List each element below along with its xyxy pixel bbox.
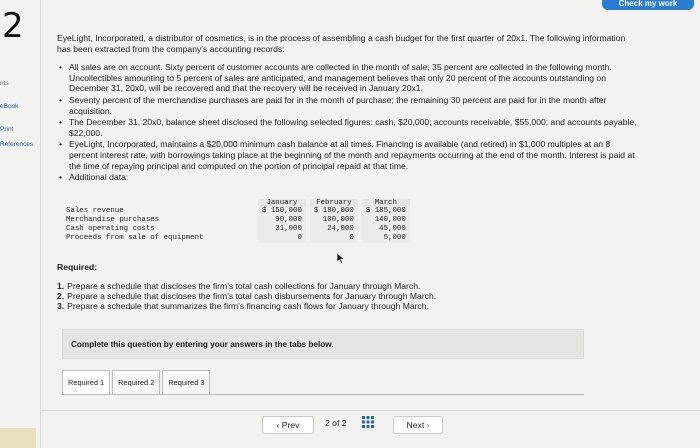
row-label: Sales revenue [66, 207, 124, 216]
bullet-item: • All sales are on account. Sixty percent of customer accounts are collected in the month of sale; 35 percent are collected in the following month. Uncollectibles amounting to 5 percent of sales are anticipated, and management believes that only 20 percent of the accounts outstanding on December 31, 20x0, will be recovered and that the recovery will be received in January 20x1. [69, 62, 637, 94]
page-total: 2 [341, 418, 347, 428]
additional-data-table [62, 199, 410, 243]
chevron-right-icon: › [426, 420, 430, 430]
tab-required-3[interactable]: Required 3 [162, 370, 210, 395]
instruction-banner: Complete this question by entering your answers in the tabs below. [62, 329, 584, 359]
cell-value: $ 150,000 [258, 207, 306, 216]
cell-value: 140,000 [362, 216, 410, 225]
next-label: Next [406, 420, 425, 430]
sidebar [0, 80, 40, 164]
sidebar-item-references[interactable]: References [0, 141, 34, 148]
bullet-item: • Seventy percent of the merchandise purchases are paid for in the month of purchase; the remaining 30 percent are paid for in the month after acquisition. [69, 95, 637, 116]
column-header: January [258, 199, 306, 207]
problem-bullets [57, 62, 637, 183]
bullet-item: • EyeLight, Incorporated, maintains a $20,000 minimum cash balance at all times. Financing is available (and retired) in $1,000 multiples at an 8 percent interest rate, with borrowings taking place at the beginning of the month and repayments occurring at the end of the month. Interest is paid at the time of repaying principal and computed on the portion of principal repaid at that time. [69, 139, 637, 171]
column-header: February [310, 199, 358, 207]
check-my-work-button[interactable]: Check my work [602, 0, 694, 10]
page-of: of [332, 418, 340, 428]
cell-value: 31,000 [258, 225, 306, 234]
question-number: 2 [2, 6, 24, 46]
cell-value: $ 185,000 [362, 207, 410, 216]
tab-required-2[interactable]: Required 2 [112, 370, 160, 395]
required-item-text: Prepare a schedule that discloses the firm's total cash collections for January through March. [67, 281, 421, 291]
table-row [62, 234, 410, 243]
cell-value: 0 [258, 234, 306, 243]
cell-value: 24,000 [310, 225, 358, 234]
chevron-left-icon: ‹ [276, 420, 280, 430]
required-item [57, 301, 436, 311]
grid-icon[interactable] [362, 416, 374, 428]
cell-value: 45,000 [362, 225, 410, 234]
sidebar-item-points: nts [0, 80, 9, 87]
required-item-text: Prepare a schedule that summarizes the firm's financing cash flows for January through March. [67, 301, 429, 311]
sidebar-item-print[interactable]: Print [0, 126, 14, 133]
answer-tabs [62, 370, 212, 395]
cell-value: 100,000 [310, 216, 358, 225]
row-label: Proceeds from sale of equipment [66, 234, 204, 243]
required-item-number: 1. [57, 281, 65, 291]
sidebar-divider [40, 0, 41, 448]
table-header-row [62, 199, 410, 207]
table-row [62, 225, 410, 234]
next-button[interactable] [393, 416, 443, 434]
required-list [57, 281, 436, 311]
tab-underline [62, 394, 584, 395]
prev-button[interactable] [262, 416, 314, 434]
prev-label: Prev [281, 420, 300, 430]
page-indicator [325, 418, 347, 428]
required-item-number: 2. [57, 291, 65, 301]
row-label: Cash operating costs [66, 225, 155, 234]
required-heading: Required: [57, 262, 98, 272]
row-label: Merchandise purchases [66, 216, 160, 225]
tab-required-1[interactable]: Required 1 [62, 370, 110, 395]
page-current: 2 [325, 418, 330, 428]
problem-text [57, 33, 637, 184]
required-item-text: Prepare a schedule that discloses the firm's total cash disbursements for January through March. [67, 291, 437, 301]
mouse-cursor-icon [337, 253, 345, 264]
corner-decoration [0, 428, 36, 448]
required-item-number: 3. [57, 301, 65, 311]
cell-value: $ 180,000 [310, 207, 358, 216]
bullet-item: • Additional data: [69, 172, 637, 183]
sidebar-item-ebook[interactable]: eBook [0, 103, 19, 110]
column-header: March [362, 199, 410, 207]
required-item [57, 281, 436, 291]
cell-value: 5,000 [362, 234, 410, 243]
footer-divider [40, 410, 700, 411]
table-row [62, 216, 410, 225]
cell-value: 90,000 [258, 216, 306, 225]
cell-value: 0 [310, 234, 358, 243]
required-item [57, 291, 436, 301]
problem-intro: EyeLight, Incorporated, a distributor of cosmetics, is in the process of assembling a cash budget for the first quarter of 20x1. The following information has been extracted from the company's accounting records: [57, 33, 626, 54]
table-row [62, 207, 410, 216]
bullet-item: • The December 31, 20x0, balance sheet disclosed the following selected figures: cash, $20,000; accounts receivable, $55,000; and accounts payable, $22,000. [69, 117, 637, 138]
